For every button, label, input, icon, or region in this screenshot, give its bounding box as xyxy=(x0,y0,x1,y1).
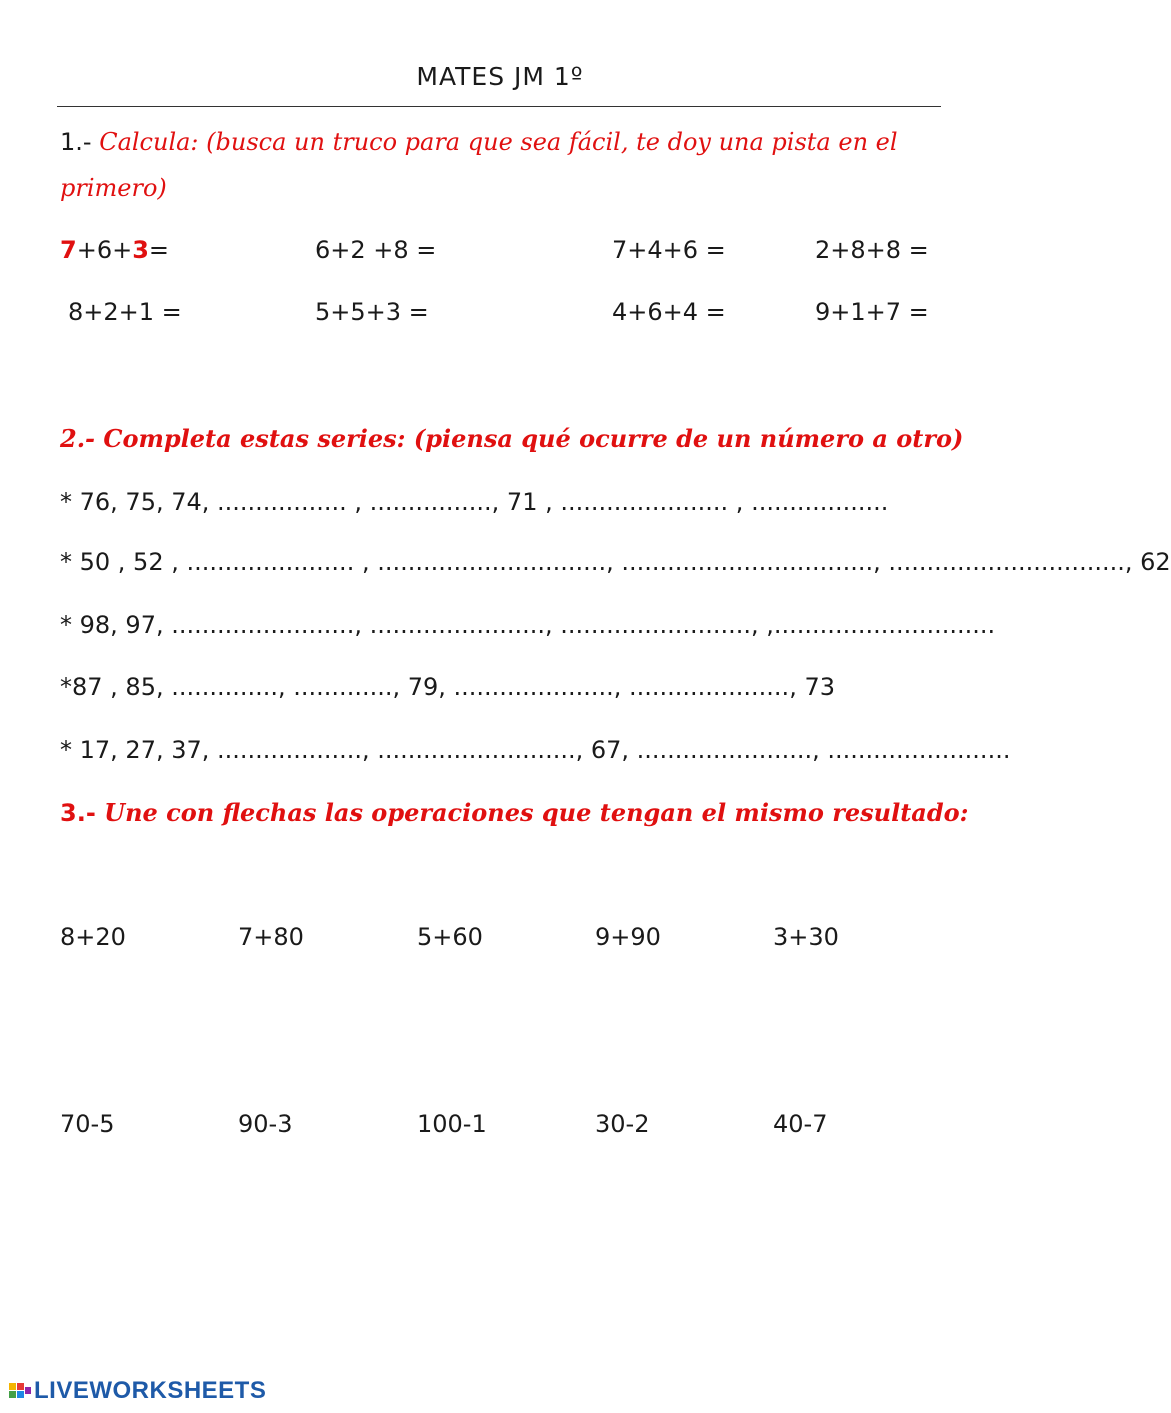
match-top-item[interactable]: 8+20 xyxy=(60,923,126,951)
operation: 4+6+4 = xyxy=(612,298,726,326)
match-bottom-item[interactable]: 70-5 xyxy=(60,1110,115,1138)
operation: 2+8+8 = xyxy=(815,236,929,264)
series-row[interactable]: * 17, 27, 37, ..................., .........................., 67, ......................., ........................ xyxy=(60,736,1011,764)
operation: 6+2 +8 = xyxy=(315,236,437,264)
section3-heading-line xyxy=(60,798,968,827)
operation-hint: 7+6+3= xyxy=(60,236,170,264)
section2-heading: 2.- Completa estas series: (piensa qué ocurre de un número a otro) xyxy=(60,424,964,453)
section3-instruction: Une con flechas las operaciones que tengan el mismo resultado: xyxy=(104,798,969,827)
section1-heading-line2: primero) xyxy=(60,174,167,202)
match-bottom-item[interactable]: 100-1 xyxy=(417,1110,487,1138)
match-bottom-item[interactable]: 40-7 xyxy=(773,1110,828,1138)
match-top-item[interactable]: 5+60 xyxy=(417,923,483,951)
hint-number-a: 7 xyxy=(60,236,77,264)
operation: 5+5+3 = xyxy=(315,298,429,326)
section1-number: 1.- xyxy=(60,128,92,156)
series-row[interactable]: * 50 , 52 , ...................... , .............................., ................................., ..............................., 62 xyxy=(60,548,1171,576)
footer-logo-text: LIVEWORKSHEETS xyxy=(34,1377,267,1404)
series-row[interactable]: * 76, 75, 74, ................. , ................, 71 , ...................... , .................. xyxy=(60,488,889,516)
section3-number: 3.- xyxy=(60,799,96,827)
footer-logo[interactable] xyxy=(8,1377,266,1405)
page-title: MATES JM 1º xyxy=(416,62,584,91)
operation: 9+1+7 = xyxy=(815,298,929,326)
title-divider xyxy=(57,106,941,107)
series-row[interactable]: * 98, 97, ........................, ......................., ........................., ,............................. xyxy=(60,611,996,639)
match-bottom-item[interactable]: 90-3 xyxy=(238,1110,293,1138)
match-top-item[interactable]: 9+90 xyxy=(595,923,661,951)
hint-number-b: 3 xyxy=(132,236,149,264)
match-top-item[interactable]: 7+80 xyxy=(238,923,304,951)
section1-heading-line1 xyxy=(60,128,898,156)
liveworksheets-logo-icon xyxy=(8,1380,32,1402)
match-bottom-item[interactable]: 30-2 xyxy=(595,1110,650,1138)
series-row[interactable]: *87 , 85, .............., ............., 79, ....................., ....................., 73 xyxy=(60,673,835,701)
operation: 7+4+6 = xyxy=(612,236,726,264)
section1-instruction: Calcula: (busca un truco para que sea fácil, te doy una pista en el xyxy=(99,128,898,156)
operation: 8+2+1 = xyxy=(68,298,182,326)
match-top-item[interactable]: 3+30 xyxy=(773,923,839,951)
